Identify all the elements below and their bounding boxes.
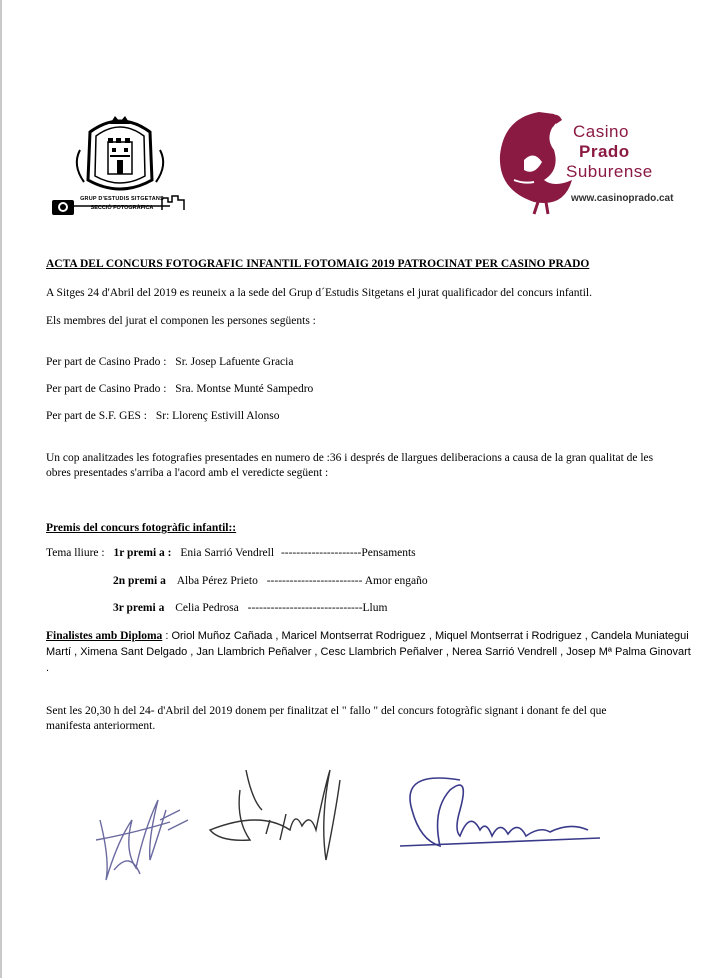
prize-row-1 [46,546,416,560]
intro-paragraph: A Sitges 24 d'Abril del 2019 es reuneix a la sede del Grup d´Estudis Sitgetans el jurat qualificador del concurs infantil. [46,287,592,299]
analysis-line-1: Un cop analitzades les fotografies presentades en numero de :36 i després de llargues deliberacions a causa de la gran qualitat de les [46,452,654,464]
prize-dashes: ------------------------- [266,575,363,587]
jury-name: Sra. Montse Munté Sampedro [175,383,314,395]
prize-row-3 [113,601,387,615]
jury-row [46,355,293,369]
prize-row-2 [113,574,428,588]
prize-dashes: --------------------- [280,547,362,559]
prize-winner: Celia Pedrosa [175,602,239,614]
jury-org: Per part de Casino Prado : [46,383,167,395]
signatures [40,750,670,900]
prize-work: Llum [362,602,388,614]
casino-logo-word-prado: Prado [579,142,630,161]
jury-name: Sr: Llorenç Estivill Alonso [155,410,280,422]
ges-logo-subtext: SECCIÓ FOTOGRÀFICA [90,205,154,211]
prize-winner: Alba Pérez Prieto [176,575,258,587]
document-title: ACTA DEL CONCURS FOTOGRAFIC INFANTIL FOTOMAIG 2019 PATROCINAT PER CASINO PRADO [46,258,590,270]
jury-org: Per part de S.F. GES : [46,410,147,422]
prize-work: Amor engaño [364,575,428,587]
closing-line-1: Sent les 20,30 h del 24- d'Abril del 2019 donem per finalitzat el " fallo " del concurs fotogràfic signant i donant fe del que [46,705,607,717]
casino-url: www.casinoprado.cat [571,193,674,204]
finalists-list: : Oriol Muñoz Cañada , Maricel Montserrat Rodriguez , Miquel Montserrat i Rodriguez , Candela Muniategui Martí , Ximena Sant Delgado , Jan Llambrich Peñalver , Cesc Llambrich Peñalver , Nerea Sarrió Vendrell , Josep Mª Palma Ginovart . [46,630,691,674]
casino-logo-word-suburense: Suburense [566,162,653,181]
jury-row [46,382,313,396]
prize-work: Pensaments [361,547,416,559]
closing-line-2: manifesta anteriorment. [46,720,156,732]
analysis-line-2: obres presentades s'arriba a l'acord amb el veredicte següent : [46,467,329,479]
theme-label: Tema lliure : [46,547,105,559]
finalists-paragraph [46,628,691,676]
signature-1 [96,800,188,880]
prize-winner: Enia Sarrió Vendrell [180,547,275,559]
prizes-heading: Premis del concurs fotogràfic infantil:: [46,522,237,534]
jury-org: Per part de Casino Prado : [46,356,167,368]
members-intro: Els membres del jurat el componen les persones següents : [46,315,316,327]
signature-2 [210,770,340,860]
jury-name: Sr. Josep Lafuente Gracia [175,356,294,368]
jury-row [46,409,279,423]
signature-3 [400,778,600,846]
prize-rank: 3r premi a [113,602,165,614]
ges-logo [50,110,190,220]
prize-rank: 1r premi a : [113,547,172,559]
ges-logo-text: GRUP D'ESTUDIS SITGETANS [80,196,164,202]
finalists-label: Finalistes amb Diploma [46,630,163,642]
prize-rank: 2n premi a [113,575,166,587]
prize-dashes: ------------------------------ [247,602,363,614]
casino-logo-word-casino: Casino [573,122,629,141]
